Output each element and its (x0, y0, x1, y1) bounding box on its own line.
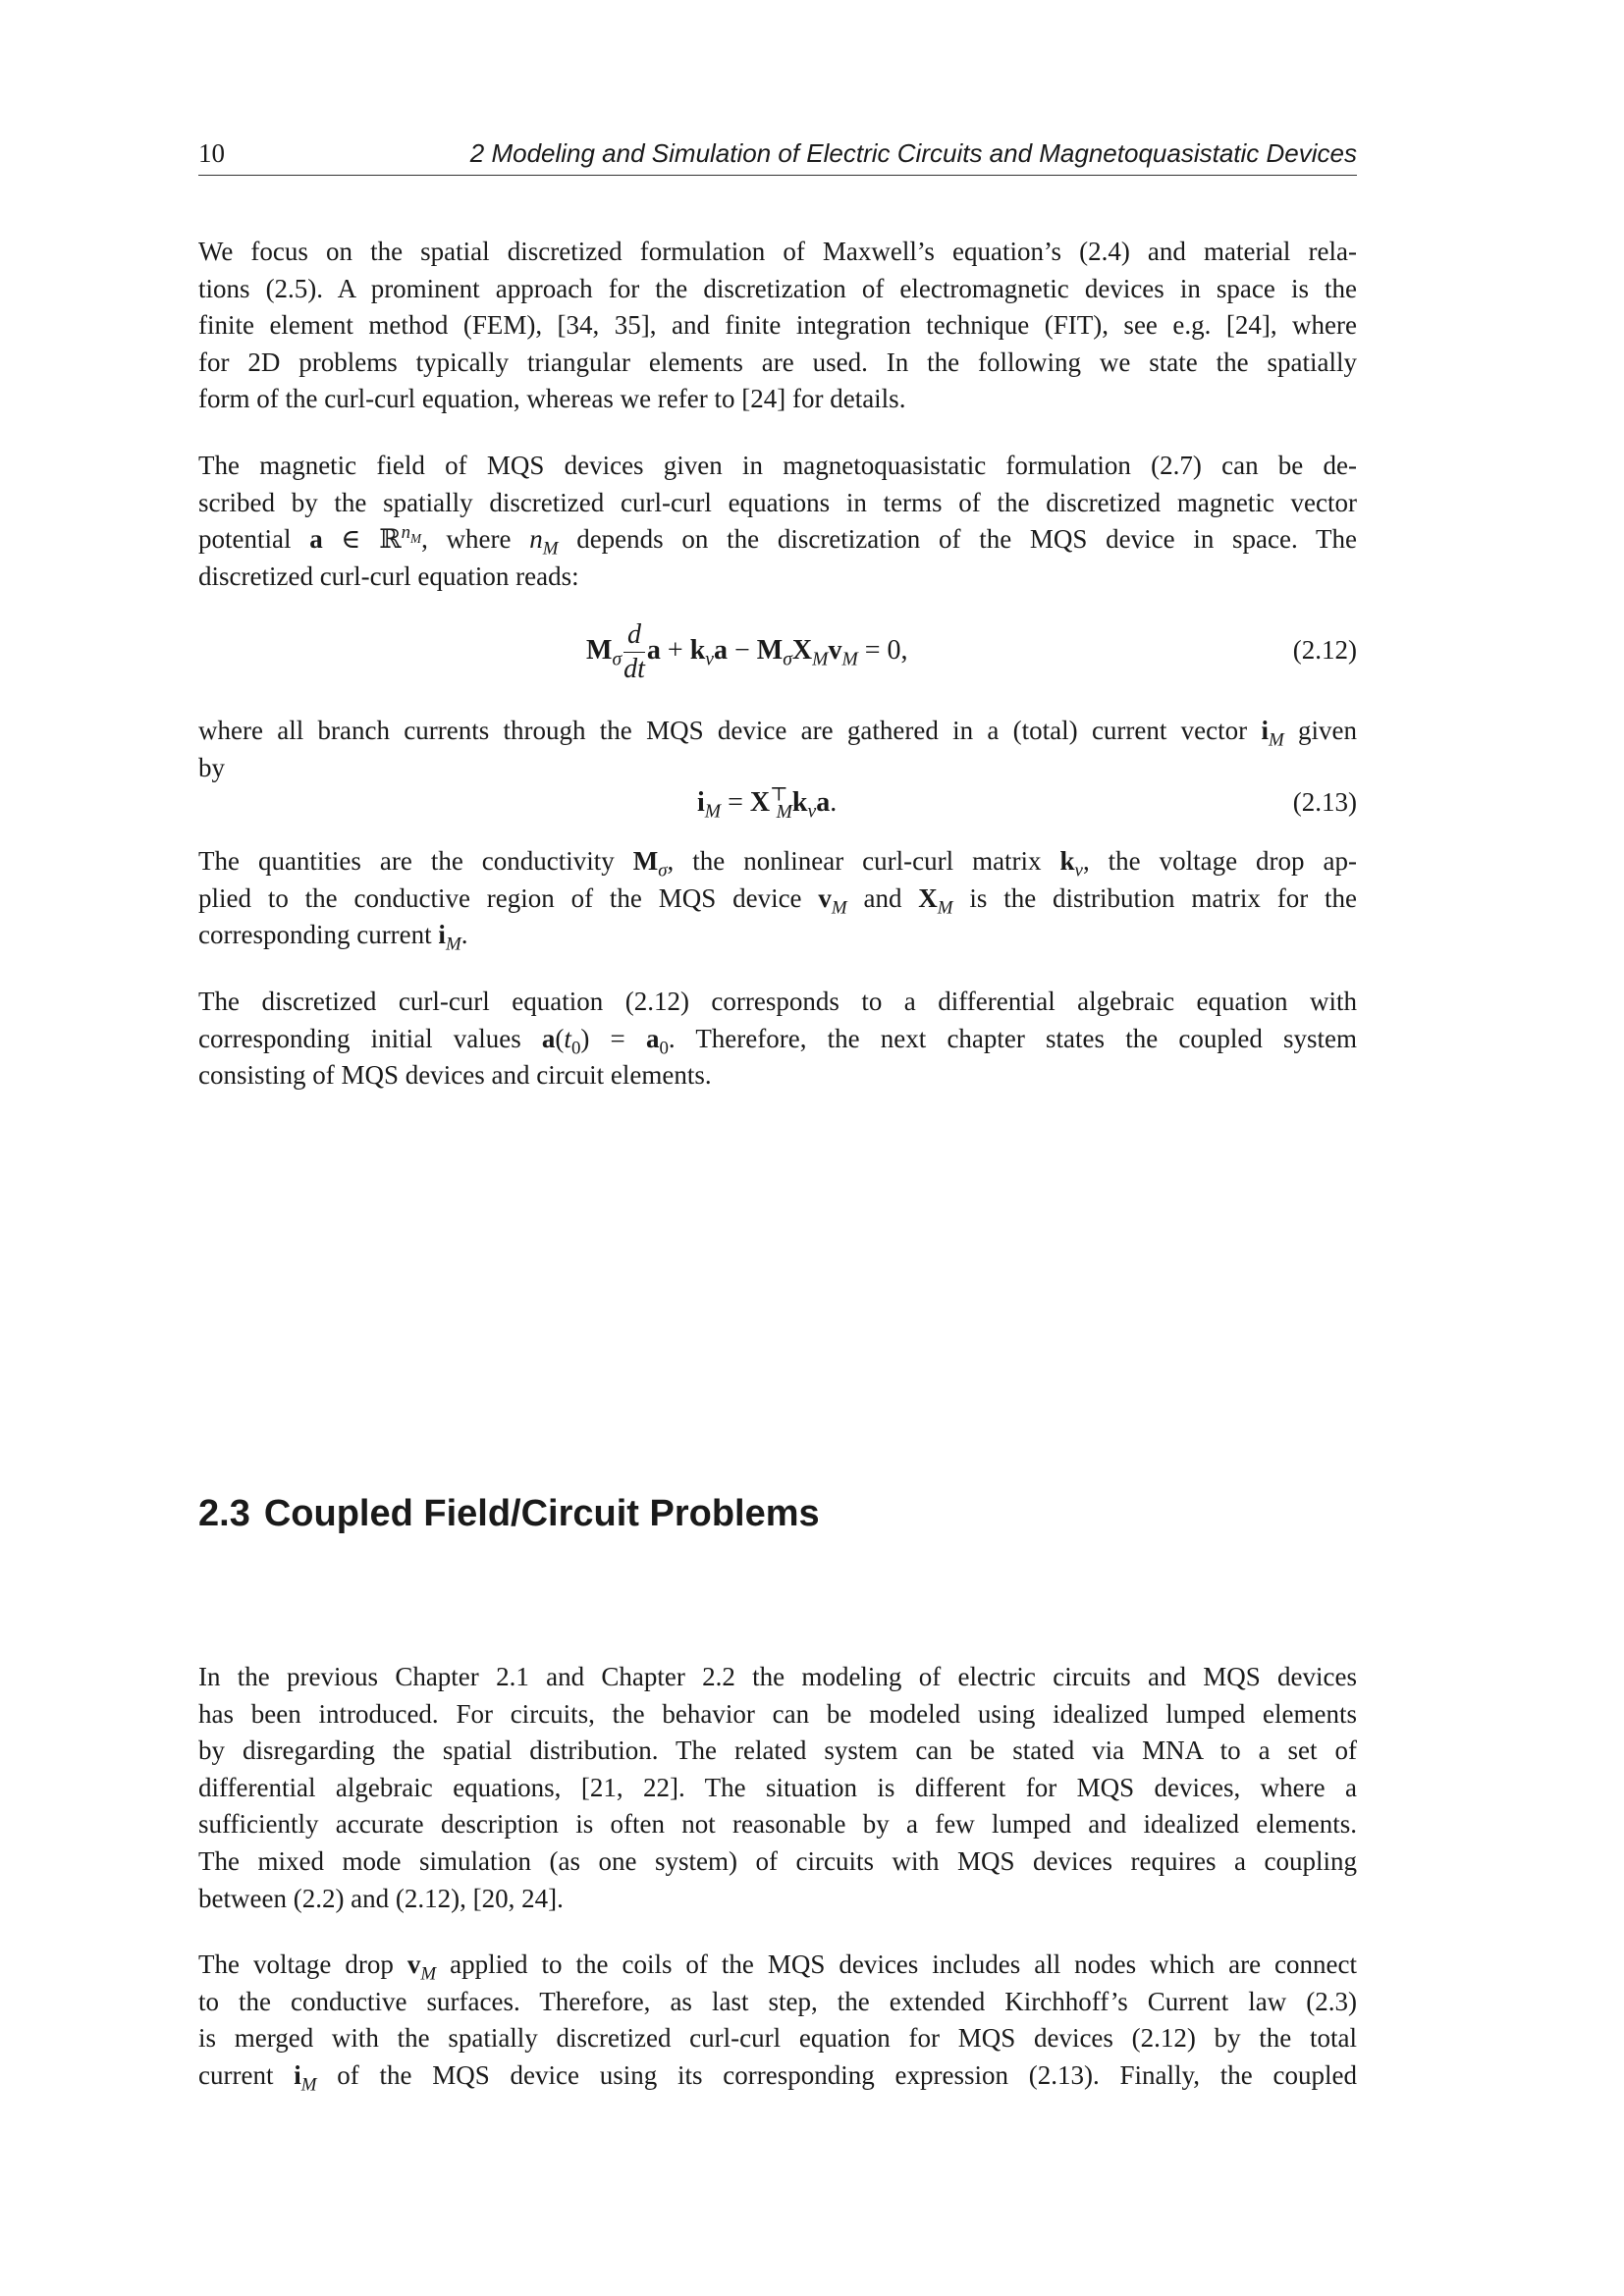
text-line: is merged with the spatially discretized curl-curl equation for MQS devices (2.12) by the total (198, 2023, 1357, 2054)
equation-number: (2.12) (1292, 635, 1357, 665)
paragraph-spatial-discretization (198, 234, 1357, 418)
paragraph-branch-currents (198, 713, 1357, 786)
paragraph-dae (198, 984, 1357, 1095)
text-line: to the conductive surfaces. Therefore, as last step, the extended Kirchhoff’s Current law (2.3) (198, 1986, 1357, 2016)
text-line: The voltage drop $v_M$ applied to the coils of the MQS devices includes all nodes which are connect (198, 1949, 1357, 1985)
text-line: sufficiently accurate description is often not reasonable by a few lumped and idealized elements. (198, 1809, 1357, 1840)
text-line: We focus on the spatial discretized formulation of Maxwell’s equation’s (2.4) and material rela- (198, 237, 1357, 266)
text-line: has been introduced. For circuits, the behavior can be modeled using idealized lumped elements (198, 1698, 1357, 1729)
text-line: The quantities are the conductivity $M_\sigma$, the nonlinear curl-curl matrix $k_\nu$, the voltage drop ap- (198, 846, 1357, 881)
text-line: The magnetic field of MQS devices given in magnetoquasistatic formulation (2.7) can be de- (198, 451, 1357, 480)
text-line: corresponding current $i_M$. (198, 920, 468, 955)
chapter-title: 2 Modeling and Simulation of Electric Circuits and Magnetoquasistatic Devices (469, 138, 1357, 168)
text-line: form of the curl-curl equation, whereas we refer to [24] for details. (198, 384, 906, 414)
paragraph-quantities (198, 843, 1357, 954)
paragraph-voltage-drop (198, 1947, 1357, 2094)
paragraph-previous-chapters (198, 1659, 1357, 1917)
paragraph-magnetic-field (198, 448, 1357, 595)
running-head (198, 135, 1357, 176)
equation-body: $M_\sigma$ $\frac{d}{dt}$ $a + k_\nu a - M_\sigma X_Mv_M = 0$, (586, 619, 908, 684)
text-line: tions (2.5). A prominent approach for the discretization of electromagnetic devices in space is the (198, 273, 1357, 303)
text-line: plied to the conductive region of the MQS device $v_M$ and $X_M$ is the distribution matrix for the (198, 882, 1358, 918)
section-number: 2.3 (198, 1493, 250, 1534)
text-line: scribed by the spatially discretized curl-curl equations in terms of the discretized magnetic vector (198, 487, 1357, 517)
text-line: corresponding initial values $a(t_0) = a_0$. Therefore, the next chapter states the coupled system (198, 1023, 1357, 1058)
text-line: The mixed mode simulation (as one system) of circuits with MQS devices requires a coupling (198, 1845, 1357, 1876)
text-line: by (198, 752, 225, 782)
text-line: for 2D problems typically triangular elements are used. In the following we state the spatially (198, 347, 1357, 377)
text-line: between (2.2) and (2.12), [20, 24]. (198, 1883, 564, 1913)
equation-number: (2.13) (1292, 787, 1357, 817)
text-line: differential algebraic equations, [21, 22]. The situation is different for MQS devices, where a (198, 1772, 1357, 1802)
text-line: where all branch currents through the MQS device are gathered in a (total) current vector $i_M$ given (198, 716, 1357, 751)
equation-2-12 (198, 618, 1357, 687)
text-line: by disregarding the spatial distribution. The related system can be stated via MNA to a set of (198, 1735, 1357, 1766)
page-number: 10 (198, 138, 225, 168)
equation-2-13 (198, 784, 1357, 827)
section-heading (198, 1490, 820, 1537)
text-line: The discretized curl-curl equation (2.12) corresponds to a differential algebraic equation with (198, 987, 1357, 1016)
text-line: potential a ∈ ℝ$^{n_M}$, where $n_M$ depends on the discretization of the MQS device in space. The (198, 522, 1357, 560)
text-line: current $i_M$ of the MQS device using its corresponding expression (2.13). Finally, the coupled (198, 2059, 1358, 2096)
text-line: finite element method (FEM), [34, 35], and finite integration technique (FIT), see e.g. [24], where (198, 310, 1357, 341)
text-line: consisting of MQS devices and circuit elements. (198, 1060, 712, 1091)
section-title: Coupled Field/Circuit Problems (263, 1493, 820, 1534)
text-line: discretized curl-curl equation reads: (198, 561, 579, 591)
text-line: In the previous Chapter 2.1 and Chapter 2.2 the modeling of electric circuits and MQS devices (198, 1662, 1357, 1691)
equation-body: $i_M = X^⊤_Mk_\nu a$. (697, 784, 838, 823)
